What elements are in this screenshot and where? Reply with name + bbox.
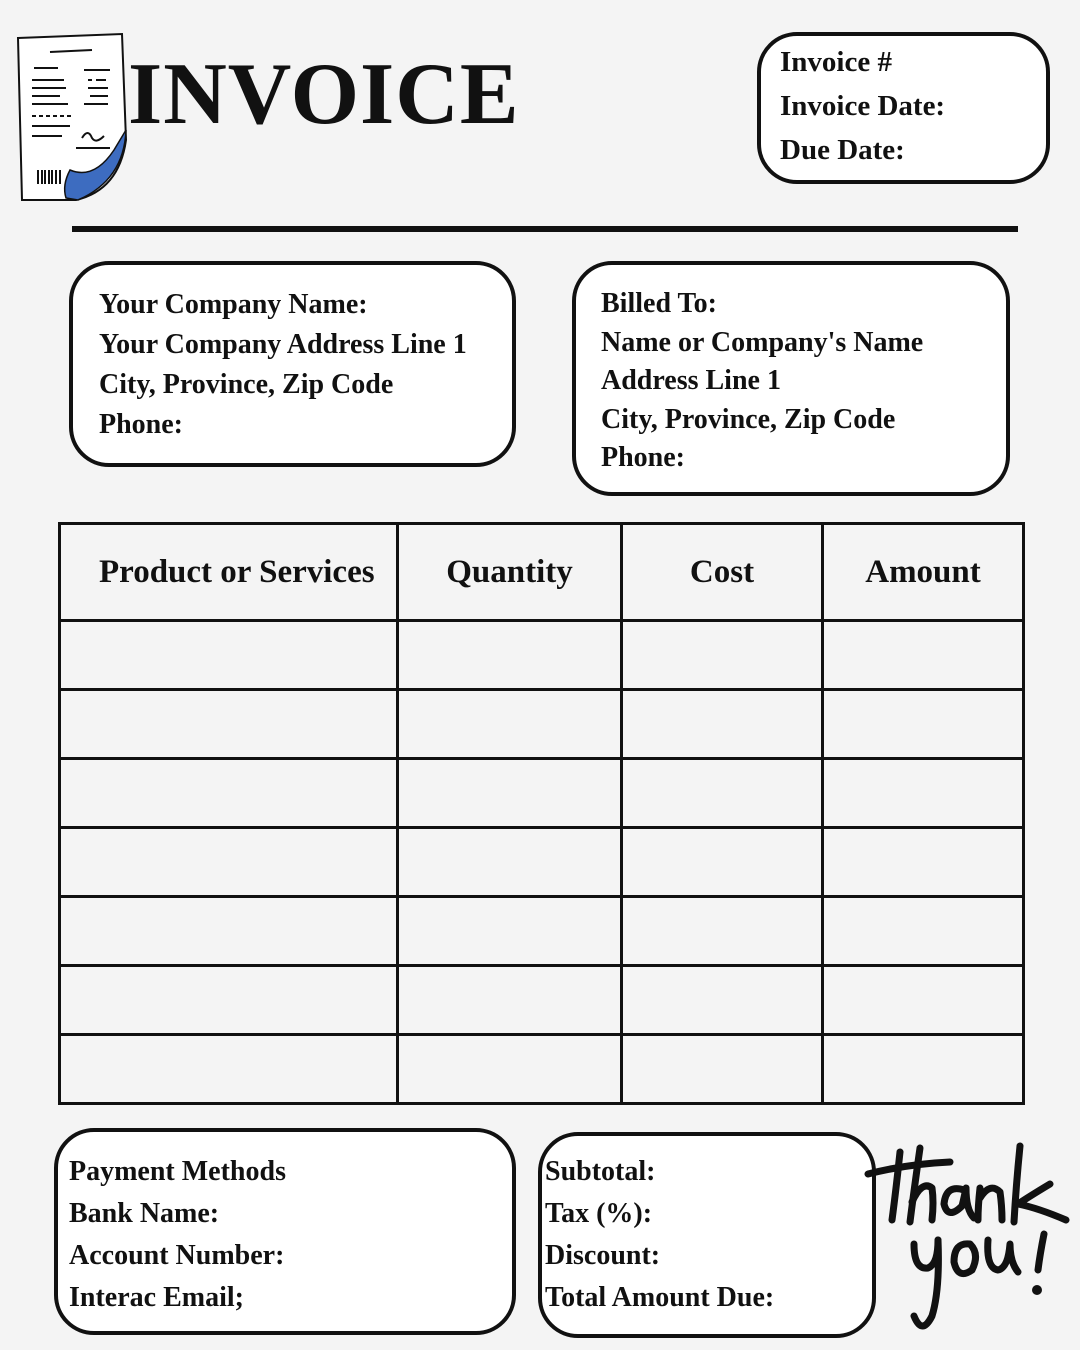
cost-cell[interactable] [622,690,823,759]
quantity-cell[interactable] [398,828,622,897]
quantity-cell[interactable] [398,897,622,966]
quantity-cell[interactable] [398,966,622,1035]
invoice-number-label: Invoice # [780,46,892,78]
company-name-label: Your Company Name: [99,289,368,320]
column-header-cost: Cost [622,524,823,621]
bank-name-label: Bank Name: [69,1198,220,1229]
amount-cell[interactable] [823,897,1024,966]
company-address-label: Your Company Address Line 1 [99,329,467,360]
total-due-label: Total Amount Due: [545,1282,775,1313]
subtotal-label: Subtotal: [545,1156,656,1187]
column-header-quantity: Quantity [398,524,622,621]
product-cell[interactable] [60,759,398,828]
cost-cell[interactable] [622,828,823,897]
payment-methods-heading: Payment Methods [69,1156,286,1187]
cost-cell[interactable] [622,621,823,690]
discount-label: Discount: [545,1240,661,1271]
thank-you-signature [862,1140,1076,1340]
line-items-table [58,522,1025,1105]
company-city-label: City, Province, Zip Code [99,369,394,400]
table-row [60,897,1024,966]
client-phone-label: Phone: [601,442,685,473]
client-address-label: Address Line 1 [601,365,781,396]
table-row [60,621,1024,690]
invoice-title: INVOICE [128,46,520,143]
table-row [60,690,1024,759]
column-header-product: Product or Services [60,524,398,621]
table-row [60,828,1024,897]
table-row [60,1035,1024,1104]
invoice-date-label: Invoice Date: [780,90,946,122]
header-divider [72,226,1018,232]
table-row [60,759,1024,828]
quantity-cell[interactable] [398,1035,622,1104]
product-cell[interactable] [60,690,398,759]
product-cell[interactable] [60,621,398,690]
payment-details [69,1151,286,1319]
client-name-label: Name or Company's Name [601,326,924,358]
billed-to-details [601,285,923,478]
interac-email-label: Interac Email; [69,1282,244,1313]
company-phone-label: Phone: [99,409,183,440]
product-cell[interactable] [60,966,398,1035]
cost-cell[interactable] [622,759,823,828]
due-date-label: Due Date: [780,134,905,166]
amount-cell[interactable] [823,759,1024,828]
totals-details [545,1151,774,1319]
invoice-meta-fields [780,40,945,172]
product-cell[interactable] [60,897,398,966]
quantity-cell[interactable] [398,690,622,759]
sender-details [99,285,467,445]
amount-cell[interactable] [823,621,1024,690]
column-header-amount: Amount [823,524,1024,621]
amount-cell[interactable] [823,966,1024,1035]
product-cell[interactable] [60,1035,398,1104]
table-header-row [60,524,1024,621]
amount-cell[interactable] [823,1035,1024,1104]
receipt-illustration-icon [14,30,132,208]
cost-cell[interactable] [622,897,823,966]
client-city-label: City, Province, Zip Code [601,403,896,435]
cost-cell[interactable] [622,966,823,1035]
billed-to-heading: Billed To: [601,288,717,319]
tax-label: Tax (%): [545,1198,653,1229]
quantity-cell[interactable] [398,759,622,828]
quantity-cell[interactable] [398,621,622,690]
account-number-label: Account Number: [69,1240,285,1271]
amount-cell[interactable] [823,828,1024,897]
amount-cell[interactable] [823,690,1024,759]
cost-cell[interactable] [622,1035,823,1104]
product-cell[interactable] [60,828,398,897]
table-row [60,966,1024,1035]
